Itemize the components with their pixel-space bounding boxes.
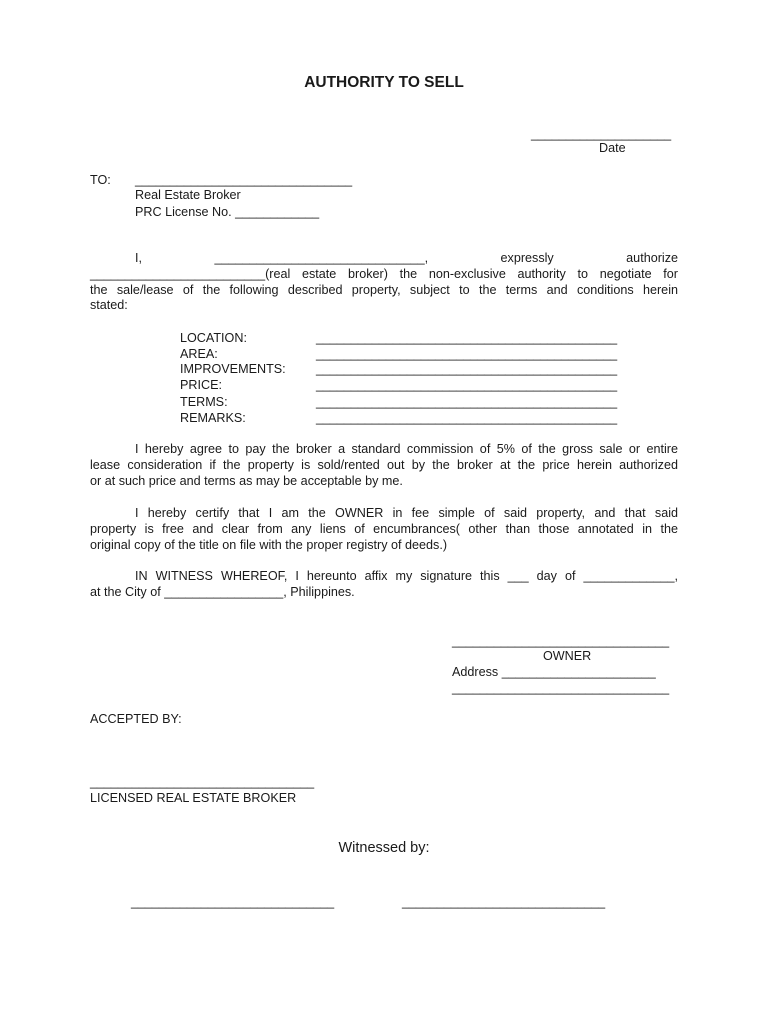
field-label-improvements: IMPROVEMENTS: <box>180 362 286 376</box>
witness-signature-line-2: _____________________________ <box>402 895 606 909</box>
commission-line-1: I hereby agree to pay the broker a standard commission of 5% of the gross sale or entire <box>135 442 678 456</box>
to-label: TO: <box>90 173 111 187</box>
field-label-area: AREA: <box>180 347 218 361</box>
field-line-area: ___________________________________________ <box>316 347 618 361</box>
field-label-terms: TERMS: <box>180 395 228 409</box>
broker-label: LICENSED REAL ESTATE BROKER <box>90 791 297 805</box>
field-label-remarks: REMARKS: <box>180 411 246 425</box>
witness-line-2: at the City of _________________, Philippines. <box>90 584 355 599</box>
certify-line-1: I hereby certify that I am the OWNER in fee simple of said property, and that said <box>135 506 678 520</box>
intro-line-4: stated: <box>90 298 128 313</box>
field-line-location: ___________________________________________ <box>316 331 618 345</box>
to-prc-license: PRC License No. ____________ <box>135 205 320 219</box>
intro-line-3: the sale/lease of the following described property, subject to the terms and conditions herein <box>90 282 678 297</box>
field-line-remarks: ___________________________________________ <box>316 411 618 425</box>
to-line: _______________________________ <box>135 173 353 187</box>
witnessed-by-label: Witnessed by: <box>338 840 430 856</box>
intro-line-2: _________________________(real estate broker) the non-exclusive authority to negotiate for <box>90 266 678 281</box>
commission-paragraph <box>90 442 678 489</box>
certify-line-2: property is free and clear from any liens of encumbrances( other than those annotated in the <box>90 521 678 536</box>
witness-line-1: IN WITNESS WHEREOF, I hereunto affix my signature this ___ day of _____________, <box>135 569 678 583</box>
date-line: ____________________ <box>531 127 672 141</box>
field-line-price: ___________________________________________ <box>316 378 618 392</box>
field-label-price: PRICE: <box>180 378 222 392</box>
witness-paragraph <box>90 569 678 601</box>
intro-paragraph <box>90 251 678 314</box>
owner-address: Address ______________________ <box>452 665 656 679</box>
commission-line-3: or at such price and terms as may be acceptable by me. <box>90 473 403 488</box>
field-line-terms: ___________________________________________ <box>316 395 618 409</box>
document-title: AUTHORITY TO SELL <box>304 74 464 91</box>
owner-signature-line: _______________________________ <box>452 634 670 648</box>
witness-signature-line-1: _____________________________ <box>131 895 335 909</box>
field-label-location: LOCATION: <box>180 331 247 345</box>
field-line-improvements: ___________________________________________ <box>316 362 618 376</box>
commission-line-2: lease consideration if the property is sold/rented out by the broker at the price herein authorized <box>90 457 678 472</box>
owner-address-line-2: _______________________________ <box>452 681 670 695</box>
date-label: Date <box>599 141 626 155</box>
accepted-by-label: ACCEPTED BY: <box>90 712 182 726</box>
broker-signature-line: ________________________________ <box>90 775 315 789</box>
intro-line-1: I, ______________________________, expressly authorize <box>135 251 678 265</box>
certify-line-3: original copy of the title on file with the proper registry of deeds.) <box>90 537 448 552</box>
to-broker: Real Estate Broker <box>135 188 241 202</box>
certify-paragraph <box>90 506 678 553</box>
owner-label: OWNER <box>543 649 592 663</box>
